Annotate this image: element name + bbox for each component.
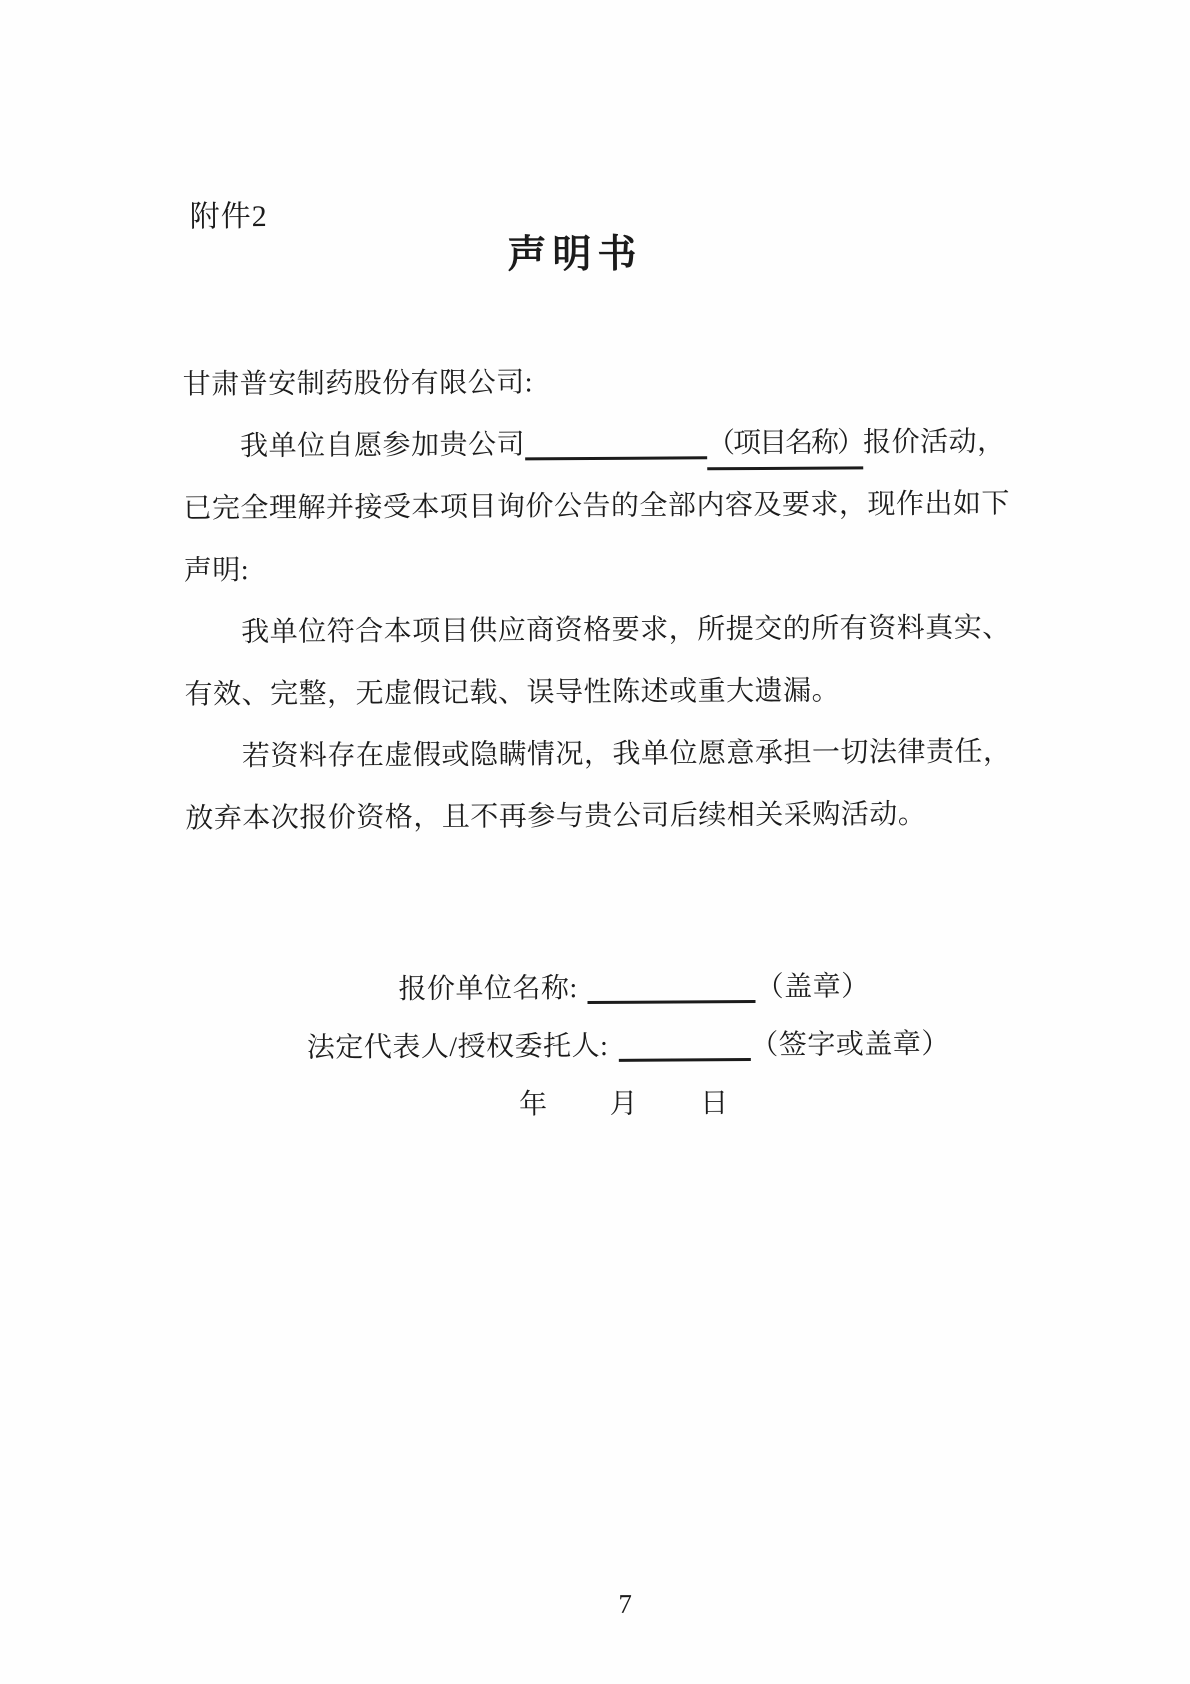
para1-lead-text: 我单位自愿参加贵公司 (239, 429, 526, 463)
para1-line3: 声明: (183, 555, 250, 587)
date-year-label: 年 (519, 1089, 548, 1121)
project-name-note: （项目名称） (707, 423, 863, 470)
para1-line1 (183, 412, 1006, 479)
project-name-blank-field (525, 422, 707, 460)
company-signature-line (186, 958, 976, 1021)
date-line (187, 1074, 977, 1137)
recipient-line: 甘肃普安制药股份有限公司: (182, 367, 534, 401)
para3-line1: 若资料存在虚假或隐瞒情况，我单位愿意承担一切法律责任， (241, 736, 1012, 773)
representative-label: 法定代表人/授权委托人: (306, 1030, 609, 1064)
date-month-label: 月 (609, 1088, 639, 1120)
document-title: 声明书 (507, 232, 643, 277)
company-name-blank-field (588, 966, 756, 1004)
para1-tail-text: 报价活动， (863, 426, 1006, 459)
company-seal-note: （盖章） (755, 971, 870, 1004)
page-number: 7 (618, 1588, 633, 1619)
attachment-label: 附件2 (189, 199, 268, 234)
document-body (182, 350, 1012, 851)
para3-line2: 放弃本次报价资格，且不再参与贵公司后续相关采购活动。 (185, 798, 927, 835)
para1-line2: 已完全理解并接受本项目询价公告的全部内容及要求，现作出如下 (183, 488, 1011, 525)
date-day-label: 日 (700, 1088, 729, 1120)
representative-blank-field (618, 1024, 750, 1062)
representative-signature-line (187, 1016, 977, 1079)
para2-line1: 我单位符合本项目供应商资格要求，所提交的所有资料真实、 (241, 612, 1011, 649)
signature-block (186, 958, 977, 1137)
company-name-label: 报价单位名称: (398, 973, 578, 1006)
para2-line2: 有效、完整，无虚假记载、误导性陈述或重大遗漏。 (184, 675, 841, 711)
representative-seal-note: （签字或盖章） (750, 1028, 950, 1062)
